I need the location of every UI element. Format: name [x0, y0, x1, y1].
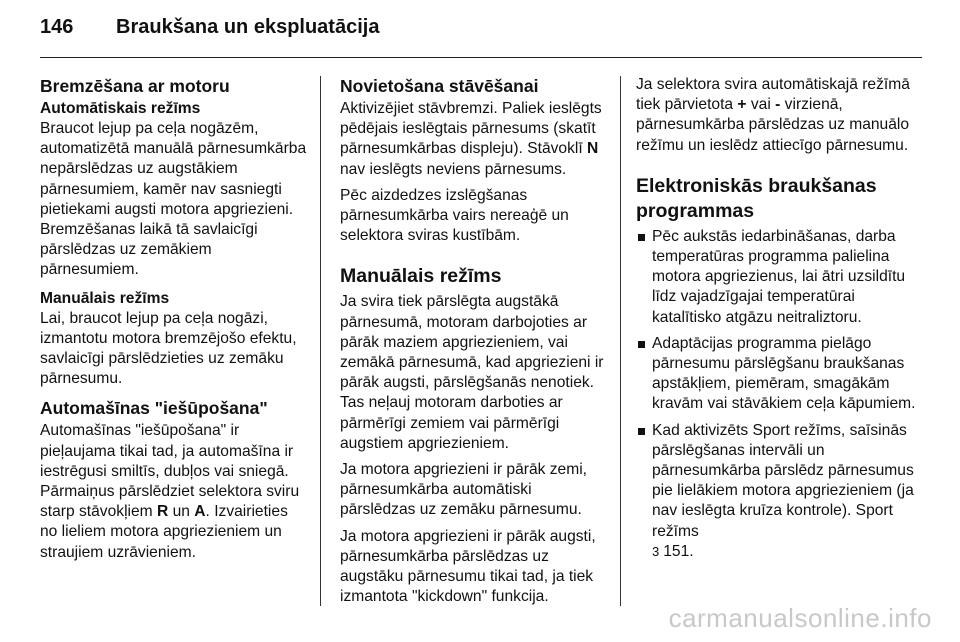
intro-text-part: Ja selektora svira automātiskajā režīmā tiek pārvietota	[636, 76, 910, 114]
minus-symbol: -	[775, 96, 781, 114]
rocking-text-part: . Izvairieties no lieliem motora apgriezieniem un straujiem uzrāvieniem.	[40, 503, 288, 561]
column-divider-2	[620, 76, 621, 606]
rocking-text	[40, 421, 308, 562]
page-header	[40, 16, 379, 39]
key-n: N	[587, 140, 599, 158]
heading-manual-mode: Manuālais režīms	[340, 265, 502, 288]
list-item: Adaptācijas programma pielāgo pārnesumu pārslēgšanu braukšanas apstākļiem, piemēram, smagākām kravām vai stāvākiem ceļa kāpumiem.	[636, 334, 926, 415]
page-number: 146	[40, 16, 74, 38]
parking-text-2: Pēc aizdedzes izslēgšanas pārnesumkārba vairs nereaģē un selektora sviras kustībām.	[340, 186, 569, 245]
subheading-manual-mode: Manuālais režīms	[40, 289, 170, 307]
heading-rocking: Automašīnas "iešūpošana"	[40, 398, 268, 419]
column-divider-1	[320, 76, 321, 606]
page-title: Braukšana un ekspluatācija	[116, 16, 380, 38]
programs-list	[636, 227, 926, 562]
subheading-automatic-mode: Automātiskais režīms	[40, 100, 201, 117]
selector-intro	[636, 75, 926, 156]
manual-text-2: Ja motora apgriezieni ir pārāk zemi, pārnesumkārba automātiski pārslēdzas uz zemāku pārnesumu.	[340, 461, 588, 519]
plus-symbol: +	[737, 96, 747, 114]
manual-text-1: Ja svira tiek pārslēgta augstākā pārnesumā, motoram darbojoties ar pārāk maziem apgriezieniem, vai zemākā pārnesumā, kad apgriezieni ir pārāk augsti, pārslēgšanās nenotiek. Tas neļauj motoram darboties ar pārmērīgi zemiem vai pārmērīgi augstiem apgriezieniem.	[340, 293, 604, 452]
column-1	[40, 75, 308, 563]
column-2	[340, 75, 610, 607]
header-divider	[40, 57, 922, 58]
parking-text-part: nav ieslēgts neviens pārnesums.	[340, 160, 567, 178]
key-a: A	[194, 503, 206, 521]
list-item: Pēc aukstās iedarbināšanas, darba temperatūras programma palielina motora apgriezienus, lai ātri uzsildītu līdz vajadzīgajai temperatūrai katalītisko atgāzu neitraliztoru.	[636, 227, 926, 328]
watermark: carmanualsonline.info	[668, 603, 932, 633]
parking-text	[340, 99, 610, 180]
heading-parking: Novietošana stāvēšanai	[340, 76, 539, 96]
column-3	[636, 75, 926, 568]
list-item-text: Kad aktivizēts Sport režīms, saīsinās pārslēgšanas intervāli un pārnesumkārba pārslēdz pārnesumus pie lielākiem motora apgriezieniem (ja nav ieslēgta kruīza kontrole). Sport režīms	[652, 421, 914, 540]
rocking-text-part: un	[168, 503, 195, 521]
rocking-text-part: Automašīnas "iešūpošana" ir pieļaujama tikai tad, ja automašīna ir iestrēgusi smiltīs, dubļos vai sniegā. Pārmaiņus pārslēdziet selektora sviru starp stāvokļiem	[40, 422, 300, 521]
list-item	[636, 421, 926, 562]
intro-text-part: vai	[746, 96, 776, 114]
automatic-mode-text: Braucot lejup pa ceļa nogāzēm, automatizētā manuālā pārnesumkārba nepārslēdzas uz augstākiem pārnesumiem, kamēr nav sasniegti pietiekami augsti motora apgriezieni. Bremzēšanas laikā tā savlaicīgi pārslēdzas uz zemākiem pārnesumiem.	[40, 120, 307, 279]
heading-electronic-programs: Elektroniskās braukšanas programmas	[636, 174, 877, 222]
page-reference[interactable]: 151.	[663, 542, 694, 560]
intro-text-part: virzienā, pārnesumkārba pārslēdzas uz manuālo režīmu un ieslēdz attiecīgo pārnesumu.	[636, 96, 910, 154]
manual-mode-text: Lai, braucot lejup pa ceļa nogāzi, izmantotu motora bremzējošo efektu, savlaicīgi pārslēdzieties uz zemāku pārnesumu.	[40, 309, 297, 388]
manual-text-3: Ja motora apgriezieni ir pārāk augsti, pārnesumkārba pārslēdzas uz augstāku pārnesumu tikai tad, ja tiek izmantota "kickdown" funkcija.	[340, 527, 596, 606]
key-r: R	[157, 503, 169, 521]
parking-text-part: Aktivizējiet stāvbremzi. Paliek ieslēgts pēdējais ieslēgtais pārnesums (skatīt pārnesumkārbas displeju). Stāvoklī	[340, 100, 602, 158]
heading-engine-braking: Bremzēšana ar motoru	[40, 76, 230, 96]
page-reference-arrow-icon: 3	[652, 543, 660, 559]
